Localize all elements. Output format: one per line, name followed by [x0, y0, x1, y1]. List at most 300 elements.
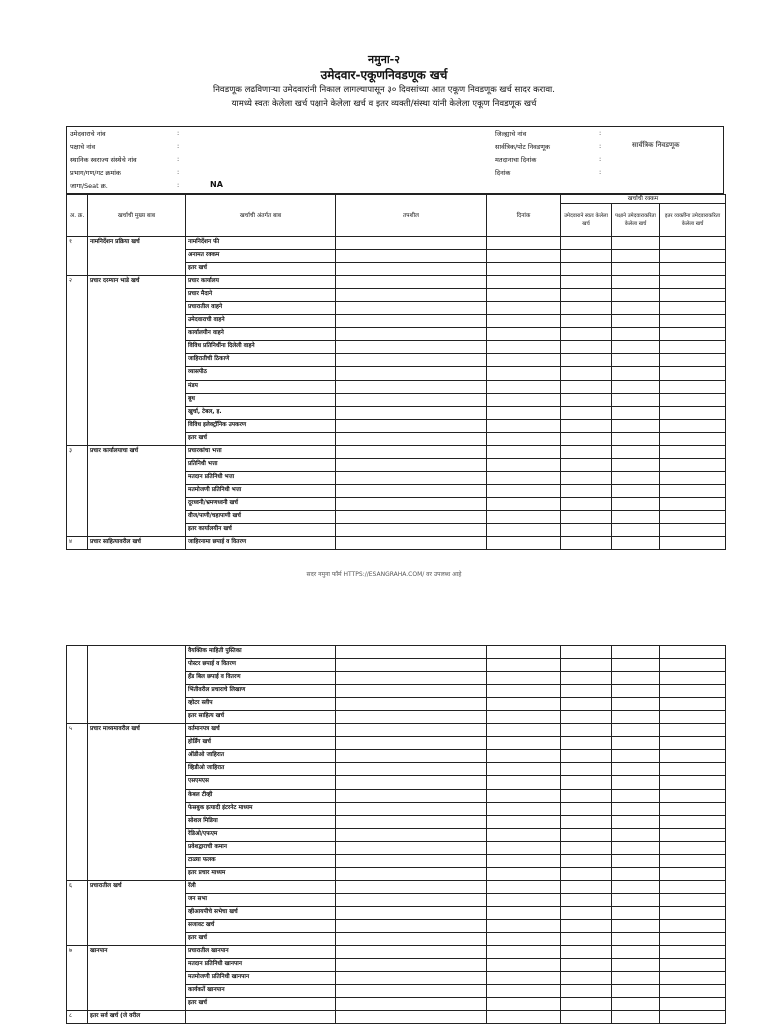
- date-cell[interactable]: [487, 933, 561, 946]
- amount-others-cell[interactable]: [660, 537, 726, 550]
- amount-self-cell[interactable]: [561, 289, 612, 302]
- amount-party-cell[interactable]: [612, 250, 660, 263]
- amount-party-cell[interactable]: [612, 419, 660, 432]
- amount-others-cell[interactable]: [660, 237, 726, 250]
- amount-others-cell[interactable]: [660, 906, 726, 919]
- amount-self-cell[interactable]: [561, 263, 612, 276]
- amount-self-cell[interactable]: [561, 659, 612, 672]
- amount-party-cell[interactable]: [612, 998, 660, 1011]
- date-cell[interactable]: [487, 972, 561, 985]
- amount-self-cell[interactable]: [561, 510, 612, 523]
- amount-party-cell[interactable]: [612, 867, 660, 880]
- amount-self-cell[interactable]: [561, 237, 612, 250]
- amount-others-cell[interactable]: [660, 724, 726, 737]
- amount-self-cell[interactable]: [561, 698, 612, 711]
- details-cell[interactable]: [336, 471, 487, 484]
- amount-party-cell[interactable]: [612, 711, 660, 724]
- sub-head-cell: उमेदवाराची वाहने: [186, 315, 336, 328]
- amount-self-cell[interactable]: [561, 776, 612, 789]
- details-cell[interactable]: [336, 893, 487, 906]
- amount-party-cell[interactable]: [612, 737, 660, 750]
- amount-others-cell[interactable]: [660, 880, 726, 893]
- details-cell[interactable]: [336, 946, 487, 959]
- amount-party-cell[interactable]: [612, 724, 660, 737]
- details-header: तपशील: [336, 195, 487, 237]
- amount-others-cell[interactable]: [660, 841, 726, 854]
- date-cell[interactable]: [487, 659, 561, 672]
- amount-party-cell[interactable]: [612, 276, 660, 289]
- details-cell[interactable]: [336, 276, 487, 289]
- details-cell[interactable]: [336, 328, 487, 341]
- amount-others-cell[interactable]: [660, 445, 726, 458]
- sub-head-cell: मतमोजणी प्रतिनिधी भत्ता: [186, 484, 336, 497]
- amount-party-cell[interactable]: [612, 537, 660, 550]
- sub-head-cell: विविध इलेक्ट्रॉनिक उपकरण: [186, 419, 336, 432]
- amount-others-cell[interactable]: [660, 458, 726, 471]
- details-cell[interactable]: [336, 380, 487, 393]
- amount-self-cell[interactable]: [561, 484, 612, 497]
- amount-party-cell[interactable]: [612, 302, 660, 315]
- amount-others-cell[interactable]: [660, 802, 726, 815]
- amount-others-cell[interactable]: [660, 776, 726, 789]
- date-cell[interactable]: [487, 471, 561, 484]
- amount-party-cell[interactable]: [612, 354, 660, 367]
- amount-party-cell[interactable]: [612, 906, 660, 919]
- details-cell[interactable]: [336, 750, 487, 763]
- amount-self-cell[interactable]: [561, 959, 612, 972]
- amount-self-cell[interactable]: [561, 998, 612, 1011]
- amount-others-cell[interactable]: [660, 867, 726, 880]
- amount-party-cell[interactable]: [612, 776, 660, 789]
- details-cell[interactable]: [336, 263, 487, 276]
- amount-others-cell[interactable]: [660, 510, 726, 523]
- amount-self-cell[interactable]: [561, 867, 612, 880]
- date-cell[interactable]: [487, 815, 561, 828]
- amount-self-cell[interactable]: [561, 985, 612, 998]
- amount-others-cell[interactable]: [660, 289, 726, 302]
- amount-others-cell[interactable]: [660, 789, 726, 802]
- amount-others-cell[interactable]: [660, 406, 726, 419]
- details-cell[interactable]: [336, 237, 487, 250]
- amount-party-cell[interactable]: [612, 815, 660, 828]
- amount-self-cell[interactable]: [561, 276, 612, 289]
- details-cell[interactable]: [336, 367, 487, 380]
- date-cell[interactable]: [487, 276, 561, 289]
- serial-cell: ४: [67, 537, 88, 550]
- amount-self-cell[interactable]: [561, 711, 612, 724]
- amount-others-cell[interactable]: [660, 484, 726, 497]
- date-cell[interactable]: [487, 750, 561, 763]
- main-head-cell: प्रचार कार्यालयाचा खर्च: [88, 445, 186, 536]
- amount-party-cell[interactable]: [612, 432, 660, 445]
- amount-party-cell[interactable]: [612, 237, 660, 250]
- details-cell[interactable]: [336, 854, 487, 867]
- details-cell[interactable]: [336, 432, 487, 445]
- date-cell[interactable]: [487, 354, 561, 367]
- candidate-details-box: उमेदवाराचे नांव : पक्षाचे नांव : स्थानिक स्वराज्य संस्थेचे नांव : प्रभाग/गण/गट क्रमांक : जागा/Seat क्र. : NA जिल्ह्याचे नांव : सार्वत्रिक/पोट निवडणूक : सार्वत्रिक निवडणूक मतदानाचा दिनांक : दिनांक :: [66, 126, 724, 194]
- amount-self-cell[interactable]: [561, 393, 612, 406]
- date-cell[interactable]: [487, 946, 561, 959]
- date-cell[interactable]: [487, 880, 561, 893]
- amount-others-cell[interactable]: [660, 419, 726, 432]
- amount-self-cell[interactable]: [561, 672, 612, 685]
- date-cell[interactable]: [487, 854, 561, 867]
- sub-head-cell: केबल टीव्ही: [186, 789, 336, 802]
- sub-head-cell: प्रचारातील वाहने: [186, 302, 336, 315]
- sub-head-cell: रेडिओ/एफएम: [186, 828, 336, 841]
- field-label: उमेदवाराचे नांव: [70, 130, 106, 138]
- details-cell[interactable]: [336, 763, 487, 776]
- details-cell[interactable]: [336, 250, 487, 263]
- amount-self-cell[interactable]: [561, 537, 612, 550]
- details-cell[interactable]: [336, 789, 487, 802]
- amount-self-cell[interactable]: [561, 497, 612, 510]
- amount-party-cell[interactable]: [612, 510, 660, 523]
- sub-head-cell: सोशल मिडिया: [186, 815, 336, 828]
- details-cell[interactable]: [336, 919, 487, 932]
- sub-head-cell: व्यासपीठ: [186, 367, 336, 380]
- amount-others-cell[interactable]: [660, 497, 726, 510]
- details-cell[interactable]: [336, 484, 487, 497]
- expense-table-page-1: [66, 194, 726, 550]
- amount-self-cell[interactable]: [561, 737, 612, 750]
- amount-others-cell[interactable]: [660, 750, 726, 763]
- date-cell[interactable]: [487, 724, 561, 737]
- sub-head-cell: दूरध्वनी/भ्रमणध्वनी खर्च: [186, 497, 336, 510]
- amount-self-cell[interactable]: [561, 972, 612, 985]
- amount-self-cell[interactable]: [561, 646, 612, 659]
- details-cell[interactable]: [336, 458, 487, 471]
- sub-head-cell: इतर कार्यालयीन खर्च: [186, 524, 336, 537]
- amount-self-cell[interactable]: [561, 354, 612, 367]
- amount-party-cell[interactable]: [612, 893, 660, 906]
- details-cell[interactable]: [336, 776, 487, 789]
- amount-others-cell[interactable]: [660, 698, 726, 711]
- details-cell[interactable]: [336, 737, 487, 750]
- amount-others-cell[interactable]: [660, 672, 726, 685]
- details-cell[interactable]: [336, 685, 487, 698]
- details-cell[interactable]: [336, 841, 487, 854]
- amount-party-cell[interactable]: [612, 458, 660, 471]
- amount-party-cell[interactable]: [612, 854, 660, 867]
- field-label: पक्षाचे नांव: [70, 143, 96, 151]
- sub-head-cell: व्हिडीओ जाहिरात: [186, 763, 336, 776]
- amount-others-cell[interactable]: [660, 711, 726, 724]
- details-cell[interactable]: [336, 646, 487, 659]
- amount-others-cell[interactable]: [660, 328, 726, 341]
- amount-party-cell[interactable]: [612, 406, 660, 419]
- date-cell[interactable]: [487, 906, 561, 919]
- date-cell[interactable]: [487, 432, 561, 445]
- amount-party-cell[interactable]: [612, 471, 660, 484]
- amount-others-cell[interactable]: [660, 737, 726, 750]
- amount-self-cell[interactable]: [561, 685, 612, 698]
- date-cell[interactable]: [487, 789, 561, 802]
- amount-others-cell[interactable]: [660, 380, 726, 393]
- amount-self-cell[interactable]: [561, 724, 612, 737]
- details-cell[interactable]: [336, 341, 487, 354]
- amount-others-cell[interactable]: [660, 315, 726, 328]
- field-label: सार्वत्रिक/पोट निवडणूक: [495, 143, 550, 151]
- details-cell[interactable]: [336, 802, 487, 815]
- sub-head-cell: फेसबुक इत्यादी इंटरनेट माध्यम: [186, 802, 336, 815]
- amount-party-cell[interactable]: [612, 263, 660, 276]
- amount-party-cell[interactable]: [612, 672, 660, 685]
- amount-others-cell[interactable]: [660, 972, 726, 985]
- date-cell[interactable]: [487, 698, 561, 711]
- amount-others-cell[interactable]: [660, 263, 726, 276]
- amount-self-cell[interactable]: [561, 458, 612, 471]
- date-cell[interactable]: [487, 380, 561, 393]
- amount-others-cell[interactable]: [660, 302, 726, 315]
- amount-party-cell[interactable]: [612, 315, 660, 328]
- amount-party-cell[interactable]: [612, 959, 660, 972]
- amount-party-cell[interactable]: [612, 659, 660, 672]
- date-cell[interactable]: [487, 510, 561, 523]
- details-cell[interactable]: [336, 828, 487, 841]
- amount-others-cell[interactable]: [660, 276, 726, 289]
- main-head-cell: खानपान: [88, 946, 186, 1011]
- field-label: दिनांक: [495, 169, 511, 177]
- amount-party-cell[interactable]: [612, 802, 660, 815]
- amount-others-cell[interactable]: [660, 919, 726, 932]
- details-cell[interactable]: [336, 867, 487, 880]
- amount-others-cell[interactable]: [660, 893, 726, 906]
- details-cell[interactable]: [336, 302, 487, 315]
- amount-self-cell[interactable]: [561, 893, 612, 906]
- amount-party-cell[interactable]: [612, 880, 660, 893]
- amount-others-cell[interactable]: [660, 524, 726, 537]
- amount-party-cell[interactable]: [612, 985, 660, 998]
- details-cell[interactable]: [336, 880, 487, 893]
- date-cell[interactable]: [487, 537, 561, 550]
- details-cell[interactable]: [336, 510, 487, 523]
- amount-self-cell[interactable]: [561, 380, 612, 393]
- amount-others-cell[interactable]: [660, 946, 726, 959]
- amount-others-cell[interactable]: [660, 1011, 726, 1024]
- amount-others-cell[interactable]: [660, 432, 726, 445]
- details-cell[interactable]: [336, 933, 487, 946]
- date-cell[interactable]: [487, 250, 561, 263]
- amount-self-cell[interactable]: [561, 828, 612, 841]
- date-cell[interactable]: [487, 998, 561, 1011]
- date-cell[interactable]: [487, 315, 561, 328]
- date-cell[interactable]: [487, 289, 561, 302]
- amount-party-cell[interactable]: [612, 789, 660, 802]
- amount-party-cell[interactable]: [612, 763, 660, 776]
- amount-self-cell[interactable]: [561, 445, 612, 458]
- details-cell[interactable]: [336, 393, 487, 406]
- amount-party-cell[interactable]: [612, 841, 660, 854]
- date-cell[interactable]: [487, 237, 561, 250]
- amount-party-cell[interactable]: [612, 946, 660, 959]
- date-cell[interactable]: [487, 841, 561, 854]
- amount-self-cell[interactable]: [561, 763, 612, 776]
- details-cell[interactable]: [336, 815, 487, 828]
- page-footer: सदर नमुना फॉर्म HTTPS://ESANGRAHA.COM/ वर उपलब्ध आहे: [306, 571, 462, 578]
- date-cell[interactable]: [487, 776, 561, 789]
- date-cell[interactable]: [487, 893, 561, 906]
- date-cell[interactable]: [487, 263, 561, 276]
- amount-party-cell[interactable]: [612, 1011, 660, 1024]
- amount-self-cell[interactable]: [561, 367, 612, 380]
- sub-head-cell: मंडप: [186, 380, 336, 393]
- date-cell[interactable]: [487, 763, 561, 776]
- amount-others-cell[interactable]: [660, 854, 726, 867]
- date-cell[interactable]: [487, 419, 561, 432]
- amount-self-cell[interactable]: [561, 250, 612, 263]
- details-cell[interactable]: [336, 659, 487, 672]
- sub-head-cell: सजावट खर्च: [186, 919, 336, 932]
- date-cell[interactable]: [487, 341, 561, 354]
- amount-others-cell[interactable]: [660, 685, 726, 698]
- amount-self-cell[interactable]: [561, 854, 612, 867]
- form-number: नमुना-२: [368, 53, 400, 66]
- amount-others-cell[interactable]: [660, 815, 726, 828]
- serial-cell: ६: [67, 880, 88, 945]
- amount-self-cell[interactable]: [561, 880, 612, 893]
- date-cell[interactable]: [487, 1011, 561, 1024]
- details-cell[interactable]: [336, 998, 487, 1011]
- amount-self-cell[interactable]: [561, 419, 612, 432]
- amount-others-cell[interactable]: [660, 393, 726, 406]
- date-cell[interactable]: [487, 737, 561, 750]
- amount-self-cell[interactable]: [561, 315, 612, 328]
- amount-party-cell[interactable]: [612, 828, 660, 841]
- date-cell[interactable]: [487, 484, 561, 497]
- date-cell[interactable]: [487, 497, 561, 510]
- main-head-header: खर्चाची मुख्य बाब: [88, 195, 186, 237]
- details-cell[interactable]: [336, 354, 487, 367]
- amount-party-cell[interactable]: [612, 497, 660, 510]
- amount-party-cell[interactable]: [612, 698, 660, 711]
- amount-self-cell[interactable]: [561, 328, 612, 341]
- date-cell[interactable]: [487, 367, 561, 380]
- amount-party-cell[interactable]: [612, 367, 660, 380]
- date-cell[interactable]: [487, 406, 561, 419]
- details-cell[interactable]: [336, 972, 487, 985]
- details-cell[interactable]: [336, 537, 487, 550]
- field-label: जिल्ह्याचे नांव: [495, 130, 527, 138]
- amount-party-cell[interactable]: [612, 524, 660, 537]
- amount-self-cell[interactable]: [561, 933, 612, 946]
- date-cell[interactable]: [487, 328, 561, 341]
- details-cell[interactable]: [336, 906, 487, 919]
- amount-self-cell[interactable]: [561, 802, 612, 815]
- amount-party-cell[interactable]: [612, 933, 660, 946]
- sub-head-cell: इतर खर्च: [186, 933, 336, 946]
- date-cell[interactable]: [487, 672, 561, 685]
- amount-party-cell[interactable]: [612, 328, 660, 341]
- amount-self-cell[interactable]: [561, 919, 612, 932]
- amount-party-cell[interactable]: [612, 341, 660, 354]
- date-cell[interactable]: [487, 685, 561, 698]
- date-cell[interactable]: [487, 828, 561, 841]
- date-cell[interactable]: [487, 802, 561, 815]
- amount-others-cell[interactable]: [660, 341, 726, 354]
- amount-others-cell[interactable]: [660, 250, 726, 263]
- details-cell[interactable]: [336, 445, 487, 458]
- date-cell[interactable]: [487, 711, 561, 724]
- amount-others-cell[interactable]: [660, 367, 726, 380]
- details-cell[interactable]: [336, 419, 487, 432]
- details-cell[interactable]: [336, 959, 487, 972]
- details-cell[interactable]: [336, 524, 487, 537]
- amount-others-cell[interactable]: [660, 354, 726, 367]
- details-cell[interactable]: [336, 1011, 487, 1024]
- amount-others-cell[interactable]: [660, 659, 726, 672]
- table-row: [67, 646, 726, 659]
- details-cell[interactable]: [336, 497, 487, 510]
- amount-self-cell[interactable]: [561, 789, 612, 802]
- amount-others-cell[interactable]: [660, 763, 726, 776]
- amount-others-cell[interactable]: [660, 471, 726, 484]
- amount-party-cell[interactable]: [612, 972, 660, 985]
- amount-self-cell[interactable]: [561, 946, 612, 959]
- amount-self-cell[interactable]: [561, 841, 612, 854]
- amount-others-cell[interactable]: [660, 985, 726, 998]
- details-cell[interactable]: [336, 315, 487, 328]
- amount-self-cell[interactable]: [561, 1011, 612, 1024]
- details-cell[interactable]: [336, 406, 487, 419]
- date-cell[interactable]: [487, 867, 561, 880]
- amount-self-cell[interactable]: [561, 750, 612, 763]
- amount-party-cell[interactable]: [612, 685, 660, 698]
- amount-self-cell[interactable]: [561, 341, 612, 354]
- sub-head-cell: एसएमएस: [186, 776, 336, 789]
- amount-party-cell[interactable]: [612, 646, 660, 659]
- amount-party-cell[interactable]: [612, 445, 660, 458]
- amount-self-cell[interactable]: [561, 406, 612, 419]
- details-cell[interactable]: [336, 985, 487, 998]
- amount-self-cell[interactable]: [561, 302, 612, 315]
- amount-self-cell[interactable]: [561, 524, 612, 537]
- amount-party-cell[interactable]: [612, 484, 660, 497]
- amount-party-cell[interactable]: [612, 289, 660, 302]
- date-cell[interactable]: [487, 985, 561, 998]
- date-cell[interactable]: [487, 646, 561, 659]
- amount-self-cell[interactable]: [561, 432, 612, 445]
- sub-head-cell: भिंतीवरील प्रचाराचे लिखाण: [186, 685, 336, 698]
- sub-head-cell: मतदान प्रतिनिधी भत्ता: [186, 471, 336, 484]
- sub-head-cell: प्रतिनिधी भत्ता: [186, 458, 336, 471]
- date-cell[interactable]: [487, 458, 561, 471]
- date-cell[interactable]: [487, 445, 561, 458]
- amount-others-cell[interactable]: [660, 646, 726, 659]
- details-cell[interactable]: [336, 672, 487, 685]
- date-cell[interactable]: [487, 919, 561, 932]
- details-cell[interactable]: [336, 698, 487, 711]
- date-cell[interactable]: [487, 302, 561, 315]
- amount-party-cell[interactable]: [612, 380, 660, 393]
- details-cell[interactable]: [336, 724, 487, 737]
- amount-others-cell[interactable]: [660, 959, 726, 972]
- date-cell[interactable]: [487, 393, 561, 406]
- amount-party-cell[interactable]: [612, 919, 660, 932]
- details-cell[interactable]: [336, 711, 487, 724]
- amount-others-cell[interactable]: [660, 933, 726, 946]
- amount-party-cell[interactable]: [612, 750, 660, 763]
- amount-party-cell[interactable]: [612, 393, 660, 406]
- amount-others-cell[interactable]: [660, 998, 726, 1011]
- amount-self-cell[interactable]: [561, 906, 612, 919]
- details-cell[interactable]: [336, 289, 487, 302]
- amount-self-cell[interactable]: [561, 471, 612, 484]
- amount-others-cell[interactable]: [660, 828, 726, 841]
- date-cell[interactable]: [487, 959, 561, 972]
- date-cell[interactable]: [487, 524, 561, 537]
- amount-self-cell[interactable]: [561, 815, 612, 828]
